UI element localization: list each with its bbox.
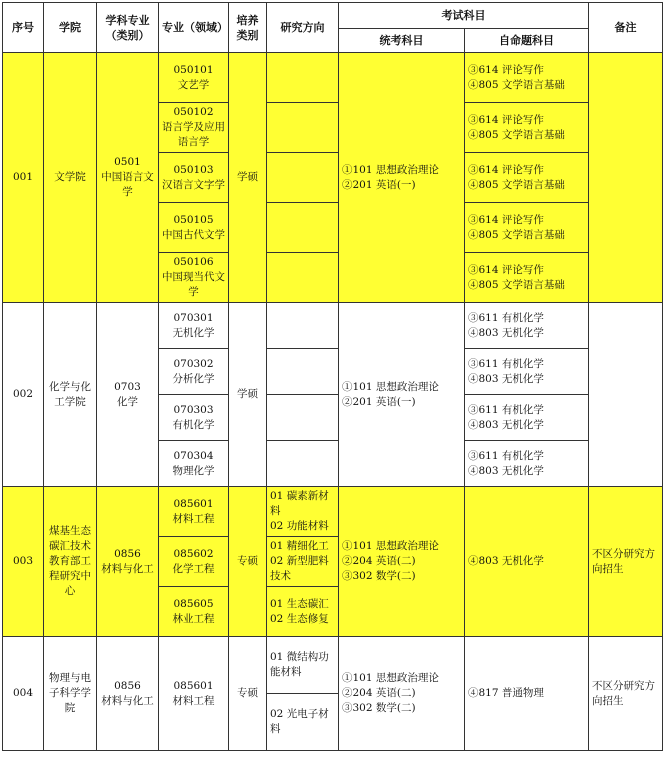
college-cell: 煤基生态碳汇技术教育部工程研究中心 [44, 487, 97, 637]
self-cell: ③614 评论写作 ④805 文学语言基础 [465, 153, 589, 203]
research-cell: 01 碳素新材料 02 功能材料 [267, 487, 339, 537]
major-cell: 085601 材料工程 [159, 637, 229, 751]
header-discipline: 学科专业 （类别） [97, 3, 159, 53]
research-cell: 01 微结构功能材料 [267, 637, 339, 694]
research-cell: 01 精细化工 02 新型肥料技术 [267, 537, 339, 587]
table-row [3, 637, 663, 694]
seq-cell: 003 [3, 487, 44, 637]
major-cell: 050103 汉语言文字学 [159, 153, 229, 203]
train-type-cell: 学硕 [229, 303, 267, 487]
major-cell: 085605 林业工程 [159, 587, 229, 637]
table-row [3, 303, 663, 349]
self-cell: ③614 评论写作 ④805 文学语言基础 [465, 253, 589, 303]
header-research: 研究方向 [267, 3, 339, 53]
self-cell: ④817 普通物理 [465, 637, 589, 751]
major-cell: 070302 分析化学 [159, 349, 229, 395]
header-notes: 备注 [589, 3, 663, 53]
self-cell: ③611 有机化学 ④803 无机化学 [465, 395, 589, 441]
notes-cell [589, 303, 663, 487]
notes-cell: 不区分研究方向招生 [589, 637, 663, 751]
college-cell: 化学与化工学院 [44, 303, 97, 487]
table-row [3, 487, 663, 537]
research-cell: 01 生态碳汇 02 生态修复 [267, 587, 339, 637]
train-type-cell: 专硕 [229, 487, 267, 637]
table-row [3, 53, 663, 103]
seq-cell: 004 [3, 637, 44, 751]
college-cell: 文学院 [44, 53, 97, 303]
train-type-cell: 学硕 [229, 53, 267, 303]
major-cell: 050105 中国古代文学 [159, 203, 229, 253]
major-cell: 050106 中国现当代文学 [159, 253, 229, 303]
research-cell: 02 光电子材料 [267, 694, 339, 751]
unified-cell: ①101 思想政治理论 ②204 英语(二) ③302 数学(二) [339, 487, 465, 637]
self-cell: ③614 评论写作 ④805 文学语言基础 [465, 103, 589, 153]
header-self: 自命题科目 [465, 29, 589, 53]
notes-cell [589, 53, 663, 303]
research-cell [267, 349, 339, 395]
research-cell [267, 153, 339, 203]
self-cell: ③614 评论写作 ④805 文学语言基础 [465, 53, 589, 103]
self-cell: ③611 有机化学 ④803 无机化学 [465, 441, 589, 487]
major-cell: 085601 材料工程 [159, 487, 229, 537]
discipline-cell: 0501 中国语言文学 [97, 53, 159, 303]
header-major: 专业（领域） [159, 3, 229, 53]
research-cell [267, 395, 339, 441]
research-cell [267, 53, 339, 103]
discipline-cell: 0703 化学 [97, 303, 159, 487]
header-seq: 序号 [3, 3, 44, 53]
research-cell [267, 441, 339, 487]
research-cell [267, 303, 339, 349]
notes-cell: 不区分研究方向招生 [589, 487, 663, 637]
discipline-cell: 0856 材料与化工 [97, 637, 159, 751]
seq-cell: 002 [3, 303, 44, 487]
seq-cell: 001 [3, 53, 44, 303]
research-cell [267, 253, 339, 303]
header-exam: 考试科目 [339, 3, 589, 29]
major-cell: 070303 有机化学 [159, 395, 229, 441]
major-cell: 070301 无机化学 [159, 303, 229, 349]
major-cell: 070304 物理化学 [159, 441, 229, 487]
train-type-cell: 专硕 [229, 637, 267, 751]
header-unified: 统考科目 [339, 29, 465, 53]
research-cell [267, 203, 339, 253]
unified-cell: ①101 思想政治理论 ②204 英语(二) ③302 数学(二) [339, 637, 465, 751]
major-cell: 050102 语言学及应用语言学 [159, 103, 229, 153]
self-cell: ③611 有机化学 ④803 无机化学 [465, 303, 589, 349]
self-cell: ④803 无机化学 [465, 487, 589, 637]
unified-cell: ①101 思想政治理论 ②201 英语(一) [339, 53, 465, 303]
major-cell: 050101 文艺学 [159, 53, 229, 103]
college-cell: 物理与电子科学学院 [44, 637, 97, 751]
unified-cell: ①101 思想政治理论 ②201 英语(一) [339, 303, 465, 487]
admissions-table [2, 2, 663, 751]
self-cell: ③614 评论写作 ④805 文学语言基础 [465, 203, 589, 253]
header-train-type: 培养 类别 [229, 3, 267, 53]
discipline-cell: 0856 材料与化工 [97, 487, 159, 637]
self-cell: ③611 有机化学 ④803 无机化学 [465, 349, 589, 395]
research-cell [267, 103, 339, 153]
header-college: 学院 [44, 3, 97, 53]
major-cell: 085602 化学工程 [159, 537, 229, 587]
